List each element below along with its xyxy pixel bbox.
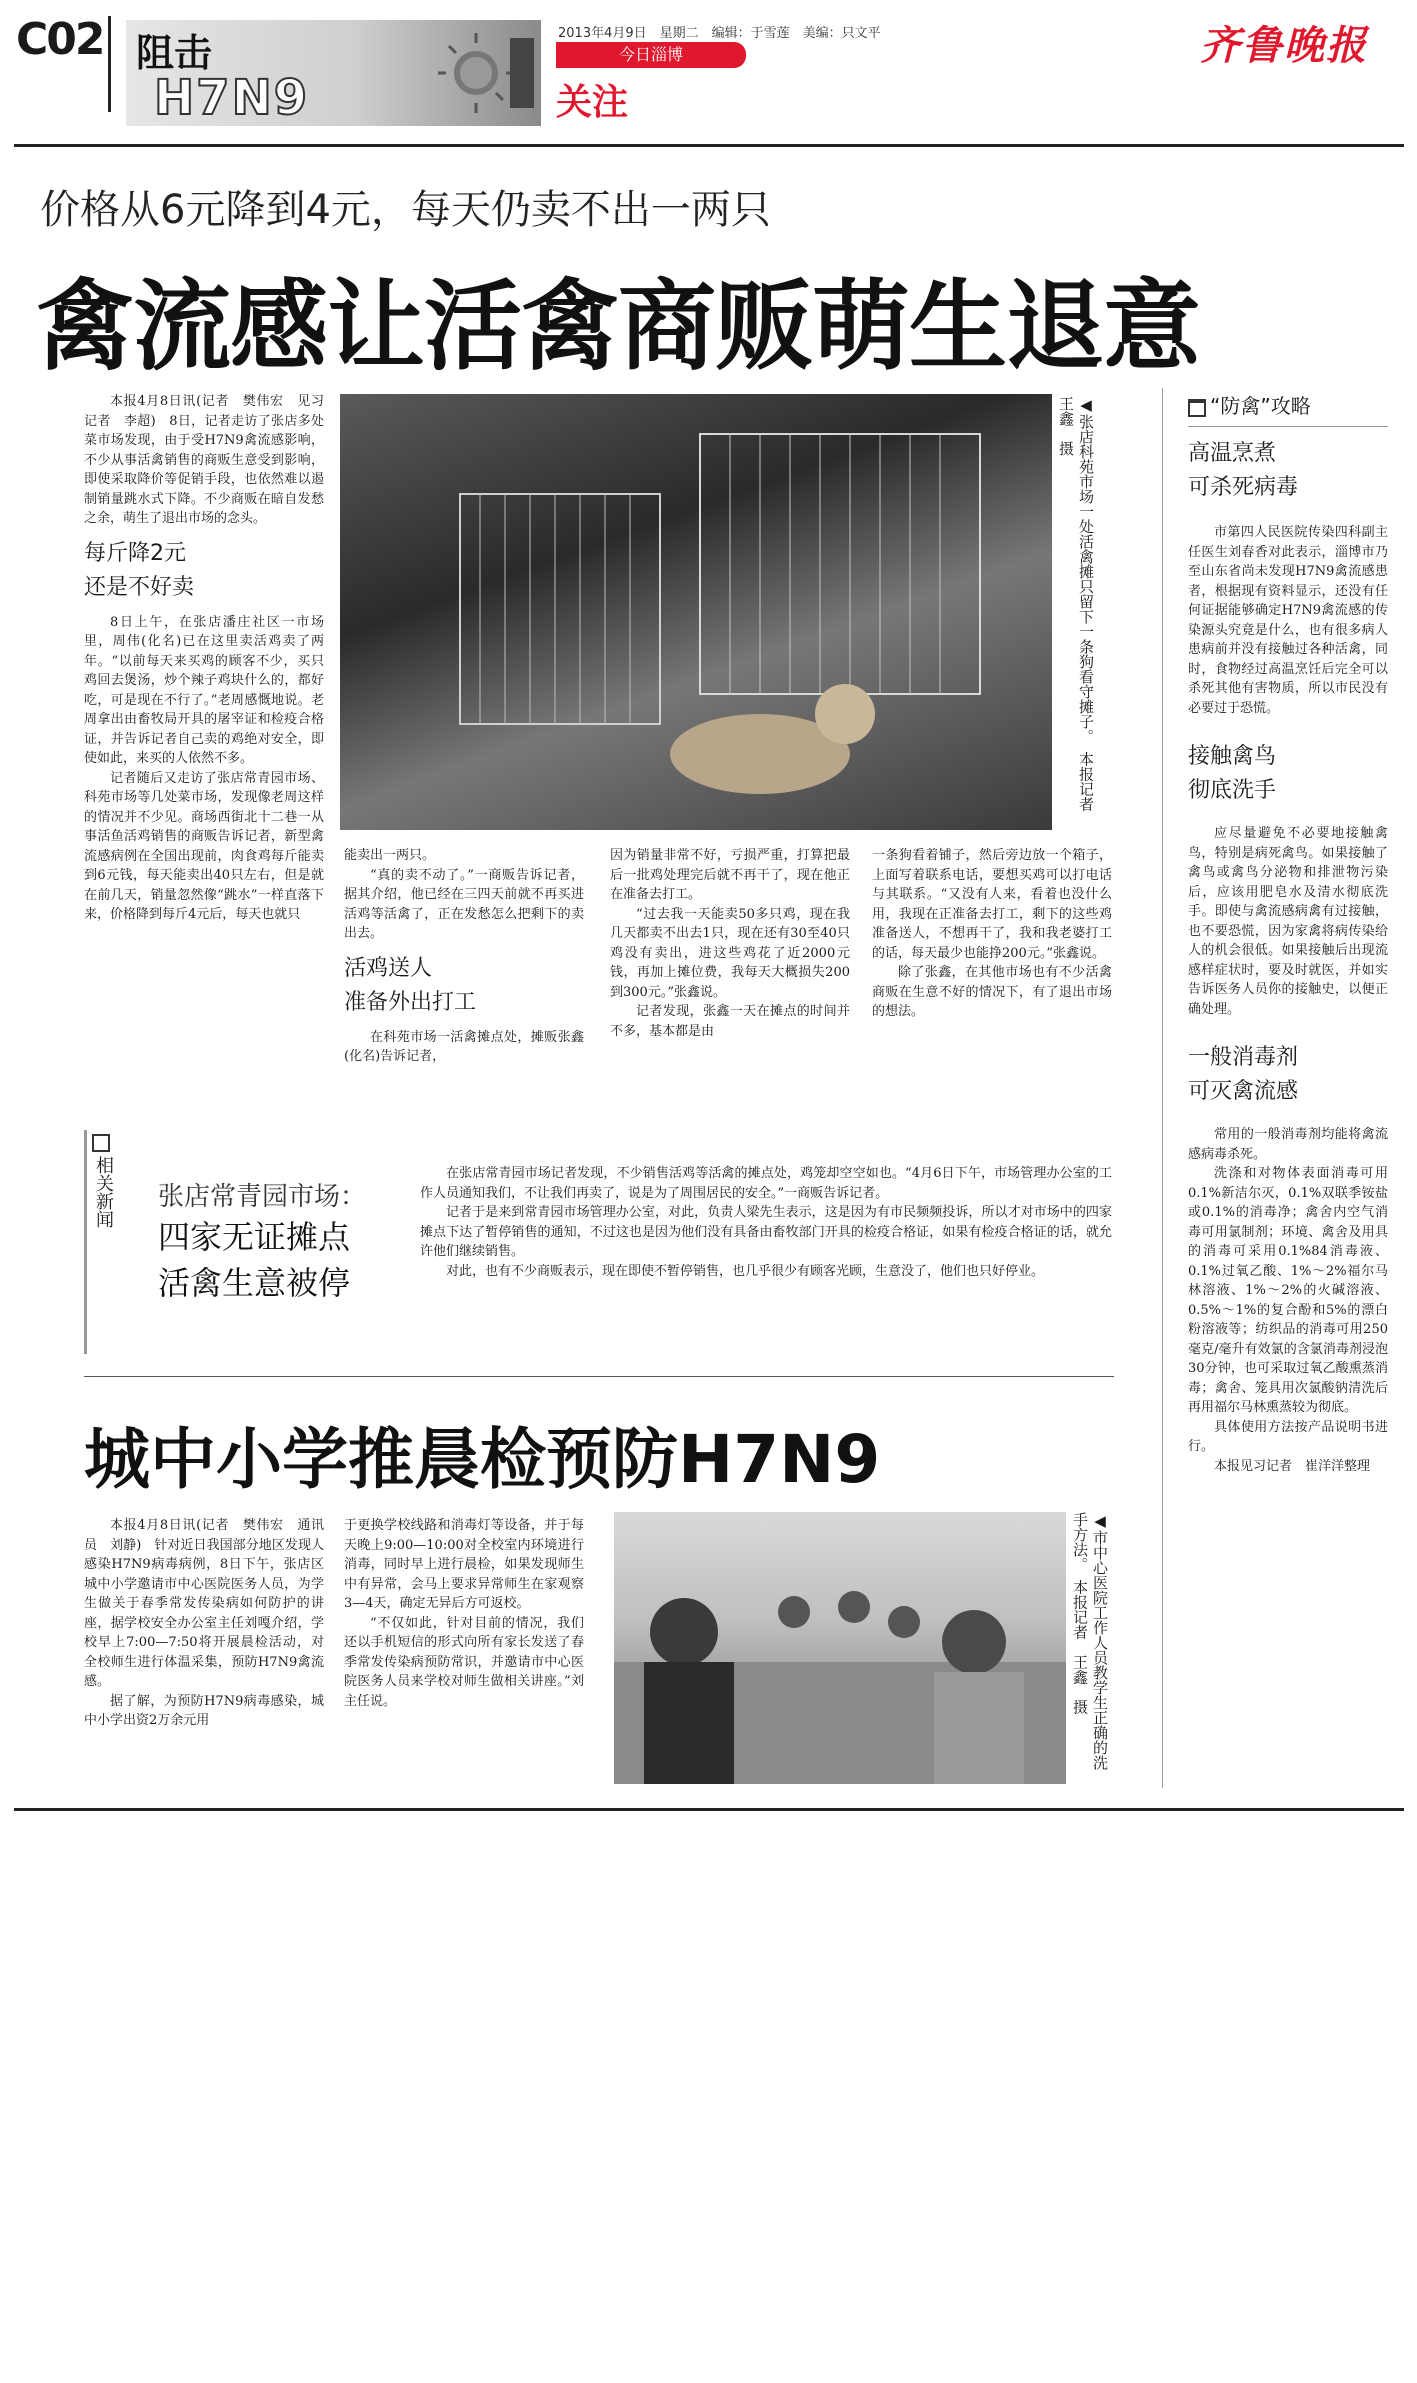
article1-lead: 本报4月8日讯(记者 樊伟宏 见习记者 李超) 8日，记者走访了张店多处菜市场发现，由于受H7N9禽流感影响，不少从事活禽销售的商贩生意受到影响，即使采取降价等促销手段，也依然难以遏制销量跳水式下降。不少商贩在暗自发愁之余，萌生了退出市场的念头。	[84, 394, 324, 526]
subhead2-line2: 准备外出打工	[344, 989, 477, 1015]
article2-paragraph: “不仅如此，针对目前的情况，我们还以手机短信的形式向所有家长发送了春季常发传染病预防常识，并邀请市中心医院医务人员来学校对师生做相关讲座。”刘主任说。	[344, 1615, 584, 1709]
article1-paragraph: “真的卖不动了。”一商贩告诉记者，据其介绍，他已经在三四天前就不再买进活鸡等活禽了，正在发愁怎么把剩下的卖出去。	[344, 867, 584, 941]
sidebar-paragraph: 应尽量避免不必要地接触禽鸟，特别是病死禽鸟。如果接触了禽鸟或禽鸟分泌物和排泄物污染后，应该用肥皂水及清水彻底洗手。即使与禽流感病禽有过接触，也不要恐慌，因为家禽将病传染给人的机会很低。如果接触后出现流感样症状时，要及时就医，并如实告诉医务人员你的接触史，以便正确处理。	[1188, 826, 1388, 1017]
article1-paragraph: 记者随后又走访了张店常青园市场、科苑市场等几处菜市场，发现像老周这样的情况并不少见。商场西街北十二巷一从事活鱼活鸡销售的商贩告诉记者，新型禽流感病例在全国出现前，肉食鸡每斤能卖到6元钱，每天能卖出40只左右，但是就在前几天，销量忽然像“跳水”一样直落下来，价格降到每斤4元后，每天也就只	[84, 770, 324, 922]
article1-headline: 禽流感让活禽商贩萌生退意	[36, 270, 1201, 384]
article1-paragraph: 在科苑市场一活禽摊点处，摊贩张鑫(化名)告诉记者，	[344, 1029, 584, 1064]
article1-paragraph: 因为销量非常不好，亏损严重，打算把最后一批鸡处理完后就不再干了，现在他正在准备去打工。	[610, 848, 850, 902]
subhead1-line1: 每斤降2元	[84, 540, 186, 566]
sidebar-sub2-body	[1188, 824, 1388, 1019]
sidebar-paragraph: 市第四人民医院传染四科副主任医生刘春香对此表示，淄博市乃至山东省尚未发现H7N9禽流感患者，根据现有资料显示，还没有任何证据能够确定H7N9禽流感的传染源头究竟是什么，也有很多病人患病前并没有接触过各种活禽，同时，食物经过高温烹饪后完全可以杀死其他有害物质，所以市民没有必要过于恐慌。	[1188, 525, 1388, 716]
bottom-rule	[14, 1808, 1404, 1811]
sidebar-byline: 本报见习记者 崔洋洋整理	[1214, 1458, 1371, 1474]
sidebar-paragraph: 具体使用方法按产品说明书进行。	[1188, 1419, 1388, 1454]
article1-subhead2	[344, 952, 584, 1020]
date-line: 2013年4月9日 星期二 编辑：于雪莲 美编：只文平	[558, 26, 881, 41]
sidebar-divider	[1162, 388, 1163, 1788]
article1-paragraph: “过去我一天能卖50多只鸡，现在我几天都卖不出去1只，现在还有30至40只鸡没有卖出，进这些鸡花了近2000元钱，再加上摊位费，我每天大概损失200到300元。”张鑫说。	[610, 906, 850, 1000]
article2-lead: 本报4月8日讯(记者 樊伟宏 通讯员 刘静) 针对近日我国部分地区发现人感染H7N9病毒病例，8日下午，张店区城中小学邀请市中心医院医务人员，为学生做关于春季常发传染病如何防护的讲座，据学校安全办公室主任刘嘎介绍，学校早上7:00—7:50将开展晨检活动，对全校师生进行体温采集，预防H7N9禽流感。	[84, 1518, 324, 1689]
article2-col1	[84, 1516, 324, 1731]
sidebar-paragraph: 常用的一般消毒剂均能将禽流感病毒杀死。	[1188, 1127, 1388, 1162]
related-rule	[84, 1130, 87, 1354]
sidebar-sub3-line1: 一般消毒剂	[1188, 1045, 1299, 1070]
article2-photo-handwash	[614, 1512, 1066, 1784]
related-paragraph: 记者于是来到常青园市场管理办公室，对此，负责人梁先生表示，这是因为有市民频频投诉，所以才对市场中的四家摊点下达了暂停销售的通知，不过这也是因为他们没有具备由畜牧部门开具的检疫合格证，如果有检疫合格证的话，就允许他们继续销售。	[420, 1205, 1112, 1259]
article1-photo-market-dog	[340, 394, 1052, 830]
related-subtitle: 张店常青园市场：	[158, 1182, 367, 1212]
sidebar-sub3-line2: 可灭禽流感	[1188, 1079, 1299, 1104]
sidebar-sub1-line1: 高温烹煮	[1188, 441, 1277, 466]
subhead1-line2: 还是不好卖	[84, 574, 195, 600]
sidebar-title-rule	[1188, 426, 1388, 427]
sidebar-sub1	[1188, 437, 1388, 505]
virus-icon	[436, 28, 536, 118]
top-rule	[14, 144, 1404, 147]
article1-paragraph: 一条狗看着铺子，然后旁边放一个箱子，上面写着联系电话，要想买鸡可以打电话与其联系。“又没有人来，看着也没什么用，我现在正准备去打工，剩下的这些鸡准备送人，不想再干了，我和我老婆打工的话，每天最少也能挣200元。”张鑫说。	[872, 848, 1112, 961]
sidebar	[1188, 392, 1388, 1476]
column-title: 阻击	[136, 31, 213, 75]
sidebar-paragraph: 洗涤和对物体表面消毒可用0.1%新洁尔灭，0.1%双联季铵盐或0.1%的消毒净；禽舍内空气消毒可用氯制剂；环境、禽舍及用具的消毒可采用0.1%84消毒液、0.1%过氧乙酸、1%～2%福尔马林溶液、1%～2%的火碱溶液、0.5%～1%的复合酚和5%的漂白粉溶液等；纺织品的消毒可用250毫克/毫升有效氯的含氯消毒剂浸泡30分钟，也可采取过氧乙酸熏蒸消毒；禽舍、笼具用次氯酸钠清洗后再用福尔马林熏蒸较为彻底。	[1188, 1166, 1388, 1415]
section-name: 关注	[556, 82, 629, 123]
sidebar-sub3-body	[1188, 1125, 1388, 1476]
article1-kicker: 价格从6元降到4元，每天仍卖不出一两只	[40, 187, 771, 233]
sidebar-sub2	[1188, 740, 1388, 808]
sidebar-box-square-icon	[1188, 399, 1206, 417]
related-paragraph: 对此，也有不少商贩表示，现在即使不暂停销售，也几乎很少有顾客光顾，生意没了，他们也只好停业。	[446, 1263, 1045, 1279]
related-title-line2: 活禽生意被停	[158, 1264, 351, 1302]
sidebar-sub1-line2: 可杀死病毒	[1188, 475, 1299, 500]
related-paragraph: 在张店常青园市场记者发现，不少销售活鸡等活禽的摊点处，鸡笼却空空如也。“4月6日下午，市场管理办公室的工作人员通知我们，不让我们再卖了，说是为了周围居民的安全。”一商贩告诉记者。	[420, 1166, 1112, 1201]
article2-rule	[84, 1376, 1114, 1377]
sidebar-sub2-line2: 彻底洗手	[1188, 778, 1277, 803]
related-body	[420, 1164, 1112, 1281]
page-code: C02	[16, 14, 104, 65]
article1-paragraph: 能卖出一两只。	[344, 848, 436, 863]
related-title	[158, 1214, 350, 1306]
classroom-illustration	[614, 1512, 1066, 1784]
article1-col2	[344, 846, 584, 1067]
sidebar-box-title-text: “防禽”攻略	[1210, 394, 1311, 418]
article1-col4	[872, 846, 1112, 1022]
newspaper-logo: 齐鲁晚报	[1200, 22, 1368, 69]
article2-photo-caption: ◀市中心医院工作人员教学生正确的洗手方法。 本报记者 王鑫 摄	[1071, 1512, 1109, 1770]
related-tag	[92, 1134, 116, 1228]
article1-photo-caption: ◀张店科苑市场一处活禽摊只留下一条狗看守摊子。 本报记者 王鑫 摄	[1057, 396, 1095, 827]
sidebar-sub3	[1188, 1041, 1388, 1109]
article1-col3	[610, 846, 850, 1041]
sidebar-box-title	[1188, 392, 1388, 420]
column-banner	[126, 20, 541, 126]
article1-paragraph: 8日上午，在张店潘庄社区一市场里，周伟(化名)已在这里卖活鸡卖了两年。“以前每天来买鸡的顾客不少，买只鸡回去煲汤，炒个辣子鸡块什么的，都好吃，可是现在不行了。”老周感慨地说。老周拿出由畜牧局开具的屠宰证和检疫合格证，并告诉记者自己卖的鸡绝对安全，即使如此，来买的人依然不多。	[84, 614, 324, 766]
article2-paragraph: 据了解，为预防H7N9病毒感染，城中小学出资2万余元用	[84, 1693, 324, 1728]
masthead-divider	[108, 16, 111, 112]
article2-headline: 城中小学推晨检预防H7N9	[84, 1421, 881, 1498]
sidebar-sub1-body	[1188, 523, 1388, 718]
subhead2-line1: 活鸡送人	[344, 955, 433, 981]
article2-col2	[344, 1516, 584, 1711]
related-tag-text: 相关新闻	[93, 1156, 114, 1228]
related-title-line1: 四家无证摊点	[158, 1218, 351, 1256]
article1-col1	[84, 392, 324, 925]
article1-subhead1	[84, 537, 324, 605]
sidebar-sub2-line1: 接触禽鸟	[1188, 744, 1277, 769]
article2-paragraph: 于更换学校线路和消毒灯等设备，并于每天晚上9:00—10:00对全校室内环境进行消毒，同时早上进行晨检，如果发现师生中有异常，会马上要求异常师生在家观察3—4天，确定无异后方可返校。	[344, 1518, 584, 1611]
article1-paragraph: 记者发现，张鑫一天在摊点的时间并不多，基本都是由	[610, 1004, 850, 1039]
section-tag: 今日淄博	[556, 42, 746, 68]
cage-illustration	[340, 394, 1052, 830]
related-tag-square-icon	[92, 1134, 110, 1152]
column-subtitle: H7N9	[154, 70, 310, 126]
article1-paragraph: 除了张鑫，在其他市场也有不少活禽商贩在生意不好的情况下，有了退出市场的想法。	[872, 965, 1112, 1019]
